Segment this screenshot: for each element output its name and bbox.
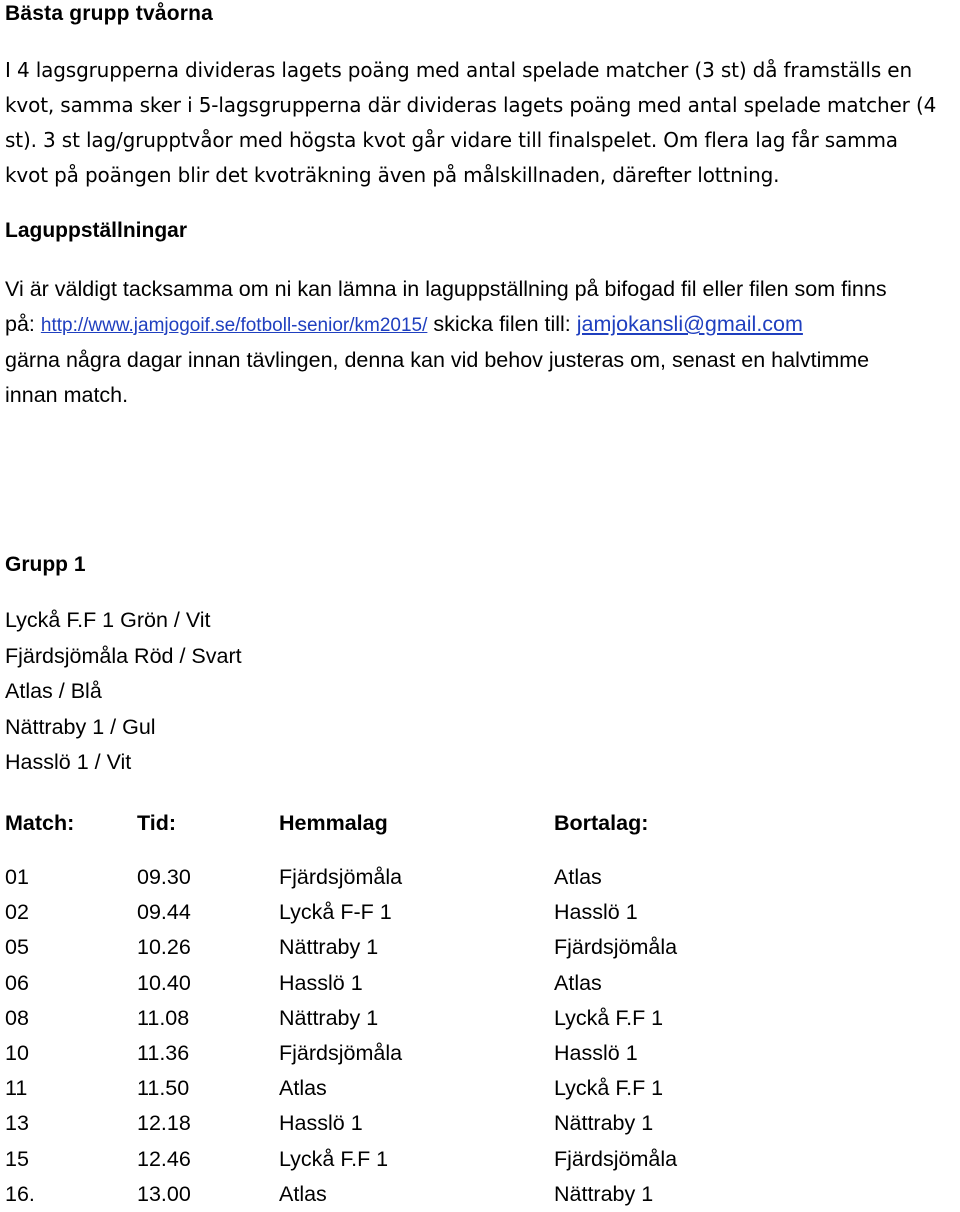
intro-line: I 4 lagsgrupperna divideras lagets poäng med antal spelade matcher (3 st) då framställs en [5,58,912,82]
away-team: Nättraby 1 [554,1181,654,1206]
team-item: Nättraby 1 / Gul [5,714,156,739]
match-number: 10 [5,1041,29,1066]
away-team: Fjärdsjömåla [554,1146,678,1171]
team-item: Lyckå F.F 1 Grön / Vit [5,608,211,632]
away-team: Fjärdsjömåla [554,935,678,960]
away-team: Nättraby 1 [554,1111,654,1136]
send-file-label: skicka filen till: [433,312,571,336]
table-header-row [5,804,854,842]
team-item: Fjärdsjömåla Röd / Svart [5,643,242,668]
home-team: Atlas [279,1181,327,1206]
registration-url-link[interactable]: http://www.jamjogoif.se/fotboll-senior/km2015/ [40,315,428,336]
home-team: Lyckå F-F 1 [279,900,392,925]
lineups-line: gärna några dagar innan tävlingen, denna kan vid behov justeras om, senast en halvtimme [5,348,870,372]
lineups-paragraph [5,272,955,413]
lineups-line: Vi är väldigt tacksamma om ni kan lämna in laguppställning på bifogad fil eller filen som finns [5,277,887,301]
table-row [5,930,854,965]
match-time: 09.30 [137,865,191,890]
away-team: Lyckå F.F 1 [554,1005,664,1030]
team-list [5,603,242,781]
header-match: Match: [5,810,75,835]
team-item: Atlas / Blå [5,679,102,703]
match-number: 01 [5,865,29,890]
intro-line: kvot på poängen blir det kvoträkning även på målskillnaden, därefter lottning. [5,163,780,187]
match-number: 08 [5,1005,29,1030]
match-number: 11 [5,1076,28,1101]
team-item: Hasslö 1 / Vit [5,750,132,774]
away-team: Hasslö 1 [554,900,638,925]
header-home-team: Hemmalag [279,810,388,835]
match-time: 12.18 [137,1111,191,1136]
home-team: Hasslö 1 [279,970,363,995]
match-number: 05 [5,935,29,960]
match-number: 16. [5,1181,35,1206]
table-row [5,966,854,1001]
table-row [5,1177,854,1212]
match-time: 10.26 [137,935,191,960]
table-row [5,1036,854,1071]
match-time: 10.40 [137,970,191,995]
table-row [5,895,854,930]
pa-label: på: [5,312,35,336]
home-team: Nättraby 1 [279,935,379,960]
match-time: 13.00 [137,1181,191,1206]
intro-paragraph [5,53,950,193]
lineups-line: innan match. [5,383,129,407]
email-link[interactable]: jamjokansli@gmail.com [576,312,803,336]
home-team: Fjärdsjömåla [279,1041,403,1066]
match-number: 15 [5,1146,29,1171]
lineups-heading: Laguppställningar [5,219,188,242]
match-number: 13 [5,1111,29,1136]
table-row [5,1071,854,1106]
lineups-link-line [5,307,955,343]
table-row [5,1001,854,1036]
match-schedule-table [5,804,854,1212]
match-time: 11.08 [137,1005,190,1030]
away-team: Lyckå F.F 1 [554,1076,664,1101]
table-row [5,1106,854,1141]
intro-line: st). 3 st lag/grupptvåor med högsta kvot går vidare till finalspelet. Om flera lag får samma [5,128,898,152]
away-team: Atlas [554,970,602,995]
table-row [5,1142,854,1177]
page-title: Bästa grupp tvåorna [5,2,214,25]
home-team: Atlas [279,1076,327,1101]
match-time: 09.44 [137,900,191,925]
away-team: Atlas [554,865,602,890]
header-time: Tid: [137,810,177,835]
match-time: 11.36 [137,1041,190,1066]
home-team: Nättraby 1 [279,1005,379,1030]
table-spacer [5,842,854,860]
home-team: Lyckå F.F 1 [279,1146,389,1171]
header-away-team: Bortalag: [554,810,649,835]
group-heading: Grupp 1 [5,553,86,576]
match-time: 11.50 [137,1076,190,1101]
match-time: 12.46 [137,1146,191,1171]
table-row [5,860,854,895]
match-number: 06 [5,970,29,995]
match-number: 02 [5,900,29,925]
home-team: Fjärdsjömåla [279,865,403,890]
home-team: Hasslö 1 [279,1111,363,1136]
away-team: Hasslö 1 [554,1041,638,1066]
intro-line: kvot, samma sker i 5-lagsgrupperna där divideras lagets poäng med antal spelade matcher (4 [5,93,937,117]
